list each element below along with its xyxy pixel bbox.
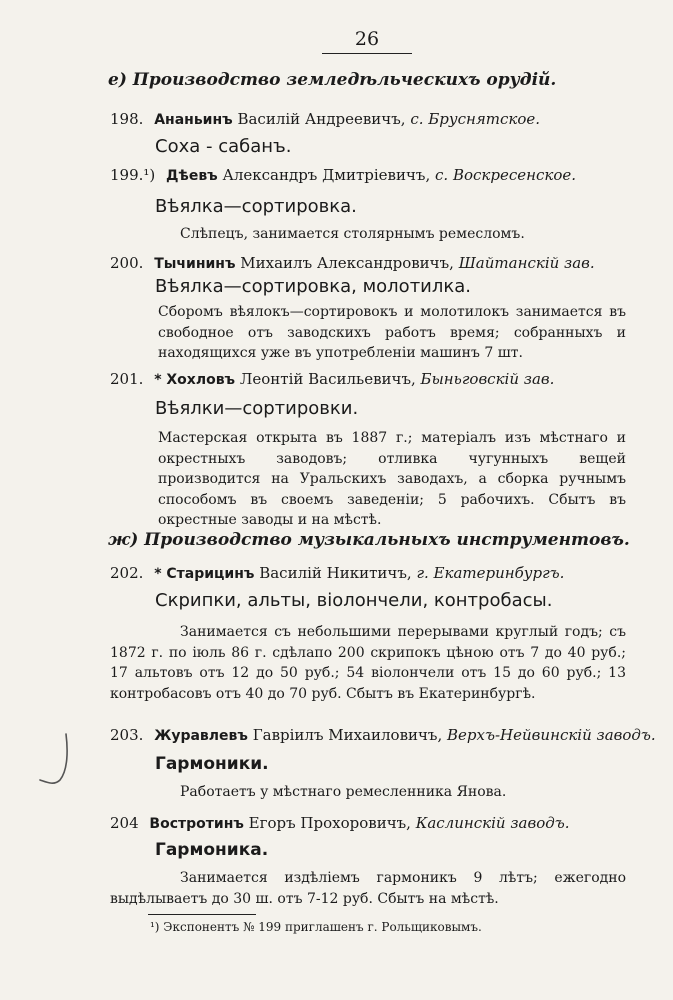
entry-202-header	[110, 564, 564, 582]
entry-199-header	[110, 166, 576, 184]
entry-201-product: Вѣялки—сортировки.	[155, 398, 359, 419]
entry-given-names: Василій Никитичъ,	[259, 564, 412, 582]
section-title-zh: ж) Производство музыкальныхъ инструментовъ.	[108, 530, 630, 550]
entry-204-description: Занимается издѣліемъ гармоникъ 9 лѣтъ; ежегодно выдѣлываетъ до 30 ш. отъ 7-12 руб. Сбытъ на мѣстѣ.	[110, 870, 626, 907]
entry-number: 204	[110, 814, 139, 832]
entry-place: Верхъ-Нейвинскій заводъ.	[447, 726, 656, 744]
entry-surname: * Старицинъ	[154, 566, 255, 582]
entry-given-names: Леонтій Васильевичъ,	[239, 370, 416, 388]
entry-place: Быньговскій зав.	[420, 370, 555, 388]
entry-number: 201.	[110, 370, 144, 388]
entry-200-product: Вѣялка—сортировка, молотилка.	[155, 276, 472, 297]
entry-203-description: Работаетъ у мѣстнаго ремесленника Янова.	[180, 784, 507, 800]
page-number: 26	[354, 28, 380, 50]
entry-203-product: Гармоники.	[155, 754, 269, 774]
entry-surname: Дѣевъ	[166, 168, 218, 184]
entry-199-description: Слѣпецъ, занимается столярнымъ ремесломъ.	[180, 226, 525, 242]
entry-203-header	[110, 726, 656, 744]
entry-201-description: Мастерская открыта въ 1887 г.; матеріалъ изъ мѣстнаго и окрестныхъ заводовъ; отливка чугунныхъ вещей производится на Уральскихъ заводахъ, а сборка ручнымъ способомъ въ своемъ заведеніи; 5 рабочихъ. Сбытъ въ окрестные заводы и на мѣстѣ.	[158, 430, 626, 528]
section-title-e: е) Производство земледѣльческихъ орудій.	[108, 70, 557, 90]
entry-number: 203.	[110, 726, 144, 744]
entry-place: Каслинскій заводъ.	[415, 814, 570, 832]
entry-given-names: Василій Андреевичъ,	[237, 110, 406, 128]
entry-given-names: Егоръ Прохоровичъ,	[248, 814, 411, 832]
margin-pencil-mark	[34, 730, 74, 790]
entry-surname: Ананьинъ	[154, 112, 233, 128]
entry-given-names: Гавріилъ Михаиловичъ,	[252, 726, 443, 744]
entry-199-product: Вѣялка—сортировка.	[155, 196, 357, 217]
entry-place: с. Воскресенское.	[435, 166, 577, 184]
entry-given-names: Александръ Дмитріевичъ,	[222, 166, 431, 184]
entry-200-header	[110, 254, 595, 272]
entry-202-product: Скрипки, альты, віолончели, контробасы.	[155, 590, 553, 611]
entry-204-header	[110, 814, 570, 832]
footnote-rule	[148, 914, 256, 915]
entry-surname: Тычининъ	[154, 256, 236, 272]
entry-number: 202.	[110, 564, 144, 582]
entry-201-header	[110, 370, 554, 388]
entry-number: 200.	[110, 254, 144, 272]
entry-given-names: Михаилъ Александровичъ,	[240, 254, 454, 272]
entry-number: 199.¹)	[110, 166, 156, 184]
entry-place: с. Бруснятское.	[410, 110, 541, 128]
page-number-rule	[322, 53, 412, 54]
entry-surname: Журавлевъ	[154, 728, 248, 744]
entry-202-description: Занимается съ небольшими перерывами круглый годъ; съ 1872 г. по іюль 86 г. сдѣлапо 200 скрипокъ цѣною отъ 7 до 40 руб.; 17 альтовъ отъ 12 до 50 руб.; 54 віолончели отъ 15 до 60 руб.; 13 контробасовъ отъ 40 до 70 руб. Сбытъ въ Екатеринбургѣ.	[110, 624, 626, 702]
entry-198-header	[110, 110, 540, 128]
entry-number: 198.	[110, 110, 144, 128]
footnote: ¹) Экспонентъ № 199 приглашенъ г. Рольщиковымъ.	[150, 920, 482, 934]
entry-place: Шайтанскій зав.	[458, 254, 595, 272]
entry-surname: * Хохловъ	[154, 372, 236, 388]
entry-surname: Востротинъ	[149, 816, 244, 832]
entry-200-description: Сборомъ вѣялокъ—сортировокъ и молотилокъ занимается въ свободное отъ заводскихъ работъ время; собранныхъ и находящихся уже въ употребленіи машинъ 7 шт.	[158, 304, 626, 361]
entry-204-product: Гармоника.	[155, 840, 269, 860]
entry-198-product: Соха - сабанъ.	[155, 136, 292, 157]
entry-place: г. Екатеринбургъ.	[416, 564, 565, 582]
